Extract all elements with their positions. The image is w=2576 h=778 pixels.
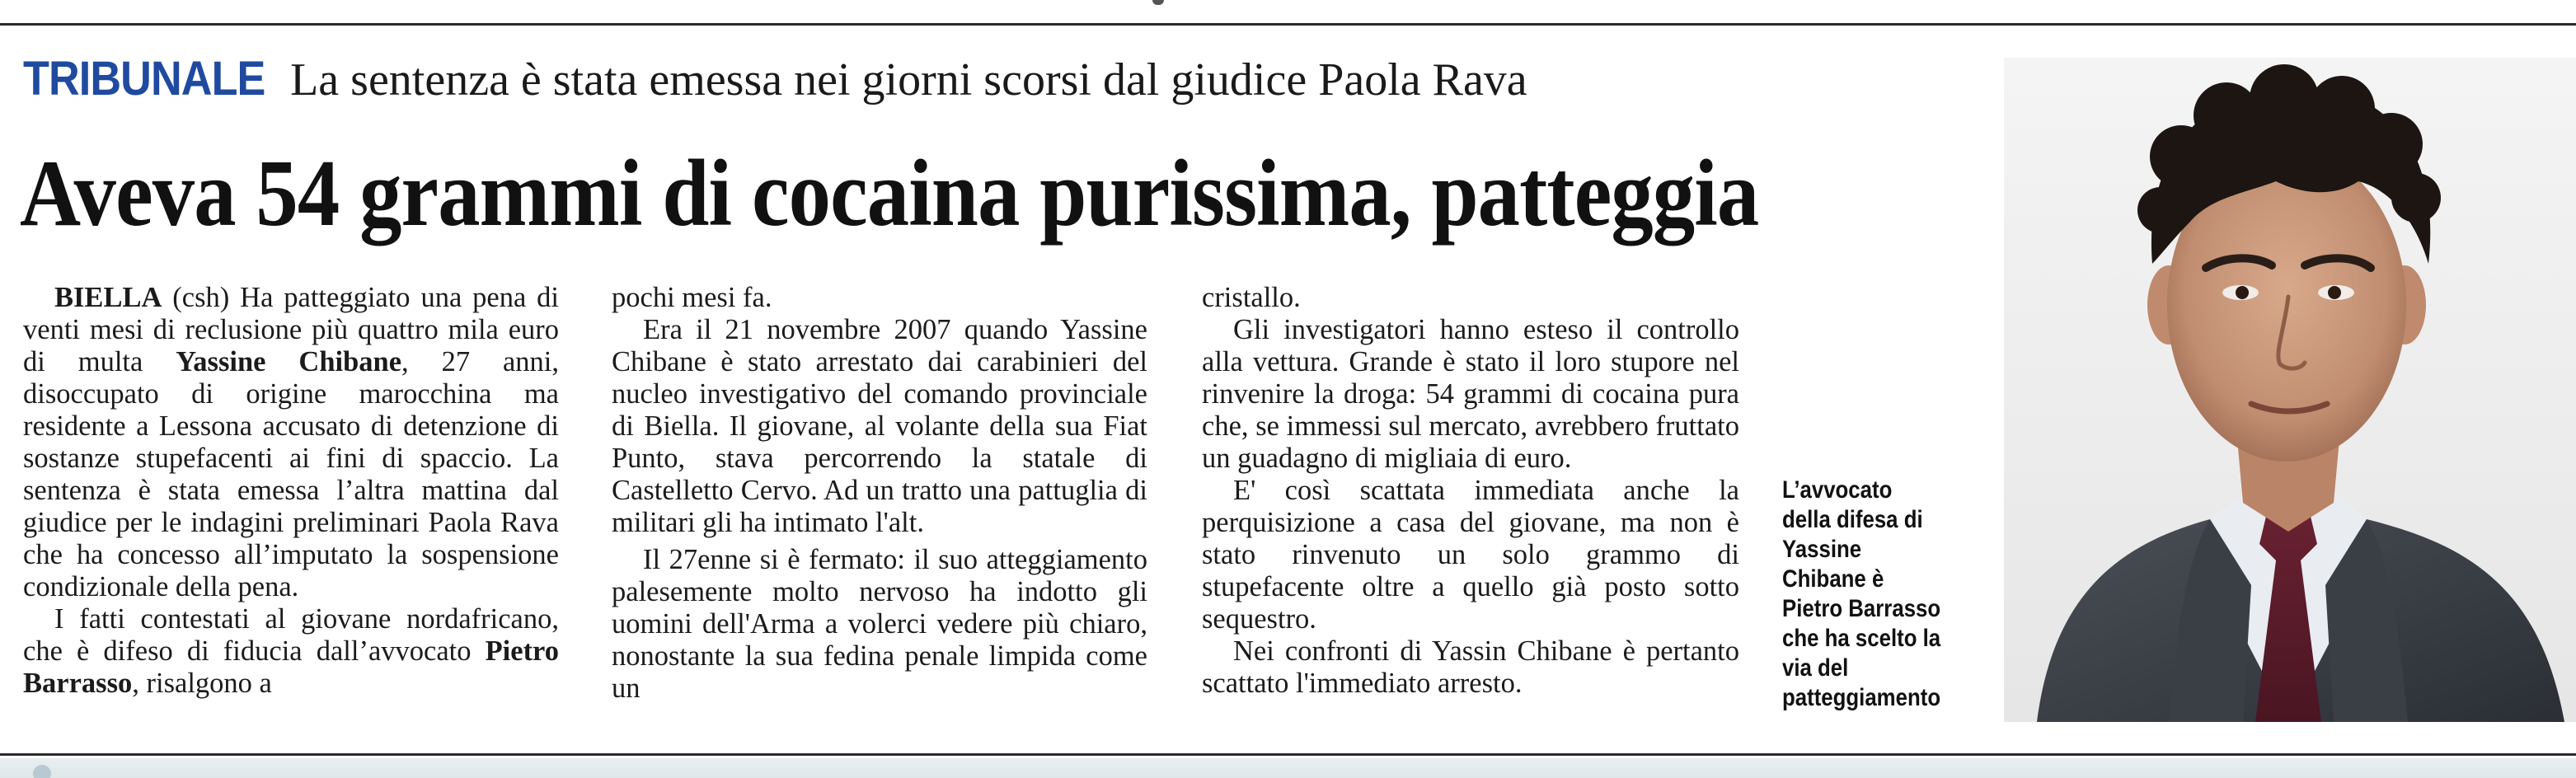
bottom-decoration: [33, 765, 51, 778]
bottom-strip: [0, 758, 2576, 778]
section-kicker: TRIBUNALE: [23, 52, 265, 105]
article-headline: Aveva 54 grammi di cocaina purissima, patteggia: [20, 141, 1759, 246]
byline: (csh): [162, 282, 241, 313]
portrait-photo-icon: [2004, 58, 2576, 722]
dateline: BIELLA: [54, 282, 162, 313]
portrait-photo: [2004, 58, 2576, 722]
text-run: , risalgono a: [132, 668, 272, 699]
text-column-1: [23, 282, 559, 700]
article-subtitle: La sentenza è stata emessa nei giorni scorsi dal giudice Paola Rava: [290, 54, 1527, 105]
photo-caption: L’avvocato della difesa di Yassine Chibane è Pietro Barrasso che ha scelto la via del patteggiamento: [1782, 476, 1941, 711]
kicker-row: [23, 51, 1977, 117]
paragraph: [23, 282, 559, 603]
paragraph: cristallo.: [1202, 282, 1301, 313]
person-name: Pietro Barrasso: [23, 635, 559, 699]
person-name: Yassine Chibane: [176, 346, 402, 377]
paragraph: Il 27enne si è fermato: il suo atteggiamento palesemente molto nervoso ha indotto gli uomini dell'Arma a volerci vedere più chiaro, nonostante la sua fedina penale limpida come un: [612, 544, 1147, 704]
text-column-2: [612, 282, 1147, 705]
paragraph: pochi mesi fa.: [612, 282, 772, 313]
top-rule: [0, 23, 2576, 26]
top-edge-mark: [1152, 0, 1164, 5]
bottom-rule: [0, 753, 2576, 756]
text-run: Ha patteggiato una pena di venti mesi di reclusione più quattro mila euro di multa: [23, 282, 560, 377]
paragraph: E' così scattata immediata anche la perquisizione a casa del giovane, ma non è stato rinvenuto un solo grammo di stupefacente oltre a quello già posto sotto sequestro.: [1202, 475, 1739, 635]
text-run: I fatti contestati al giovane nordafricano, che è difeso di fiducia dall’avvocato: [23, 603, 559, 667]
paragraph: Era il 21 novembre 2007 quando Yassine Chibane è stato arrestato dai carabinieri del nucleo investigativo del comando provinciale di Biella. Il giovane, al volante della sua Fiat Punto, stava percorrendo la statale di Castelletto Cervo. Ad un tratto una pattuglia di militari gli ha intimato l'alt.: [612, 314, 1147, 538]
text-column-3: [1202, 282, 1739, 700]
paragraph: [23, 603, 559, 700]
paragraph: Gli investigatori hanno esteso il controllo alla vettura. Grande è stato il loro stupore nel rinvenire la droga: 54 grammi di cocaina pura che, se immessi sul mercato, avrebbero fruttato un guadagno di migliaia di euro.: [1202, 314, 1739, 474]
text-run: , 27 anni, disoccupato di origine marocchina ma residente a Lessona accusato di detenzione di sostanze stupefacenti ai fini di spaccio. La sentenza è stata emessa l’altra mattina dal giudice per le indagini preliminari Paola Rava che ha concesso all’imputato la sospensione condizionale della pena.: [23, 346, 559, 602]
paragraph: Nei confronti di Yassin Chibane è pertanto scattato l'immediato arresto.: [1202, 635, 1739, 699]
